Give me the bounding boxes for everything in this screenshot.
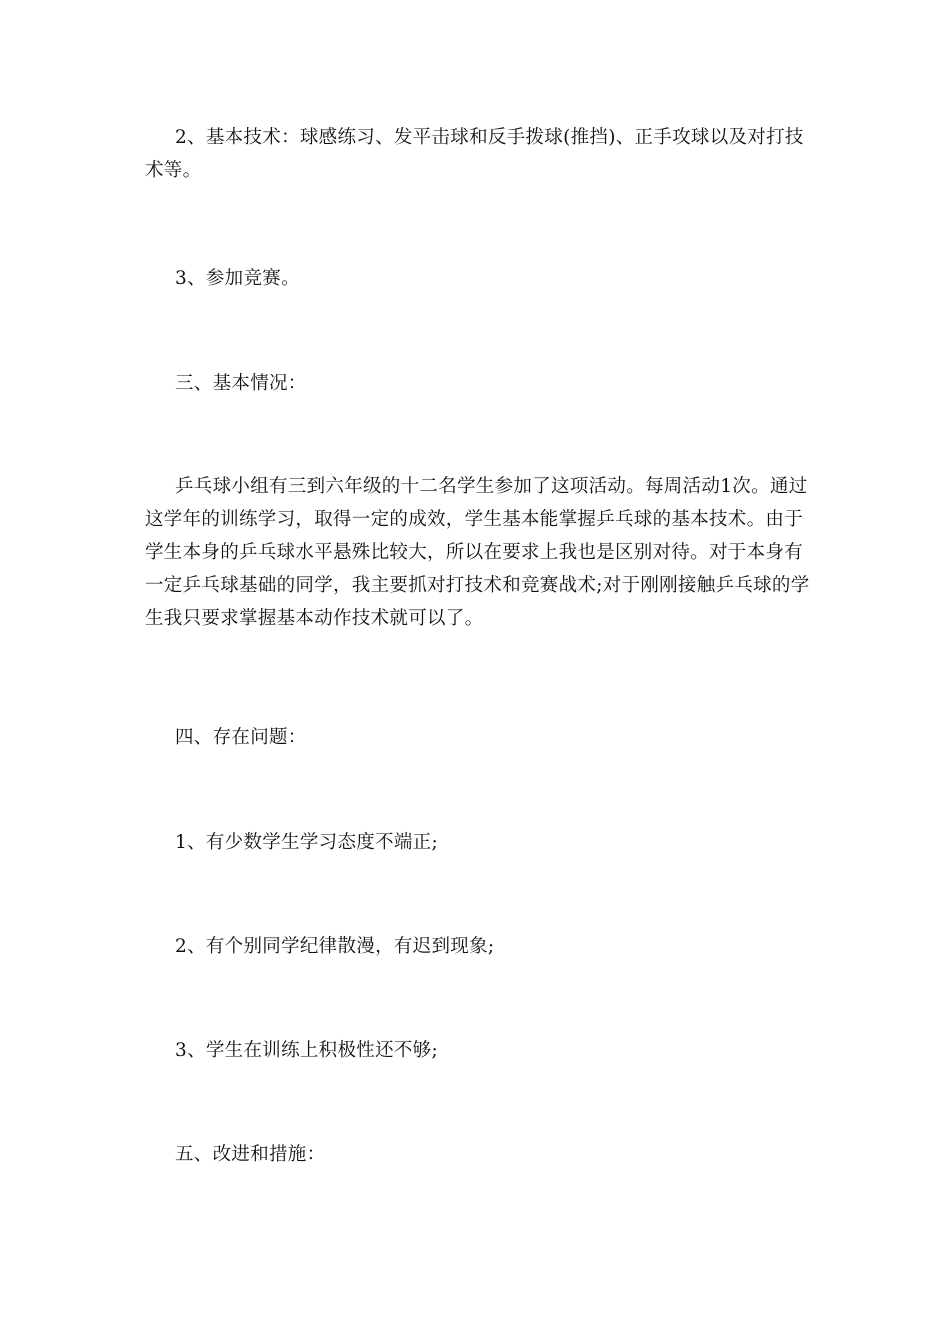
list-item-problem-1: 1、有少数学生学习态度不端正;	[175, 832, 439, 853]
list-item-problem-3: 3、学生在训练上积极性还不够;	[175, 1040, 439, 1061]
list-item-problem-2: 2、有个别同学纪律散漫，有迟到现象;	[175, 936, 495, 957]
paragraph-competition: 3、参加竞赛。	[175, 268, 300, 289]
section-heading-improvements: 五、改进和措施：	[175, 1144, 326, 1165]
paragraph-basic-skills: 2、基本技术：球感练习、发平击球和反手拨球(推挡)、正手攻球以及对打技术等。	[145, 127, 804, 181]
section-heading-basic-situation: 三、基本情况：	[175, 373, 307, 394]
paragraph-situation-body: 乒乓球小组有三到六年级的十二名学生参加了这项活动。每周活动1次。通过这学年的训练学习，取得一定的成效，学生基本能掌握乒乓球的基本技术。由于学生本身的乒乓球水平悬殊比较大，所以在要求上我也是区别对待。对于本身有一定乒乓球基础的同学，我主要抓对打技术和竞赛战术;对于刚刚接触乒乓球的学生我只要求掌握基本动作技术就可以了。	[145, 476, 810, 629]
section-heading-problems: 四、存在问题：	[175, 727, 307, 748]
